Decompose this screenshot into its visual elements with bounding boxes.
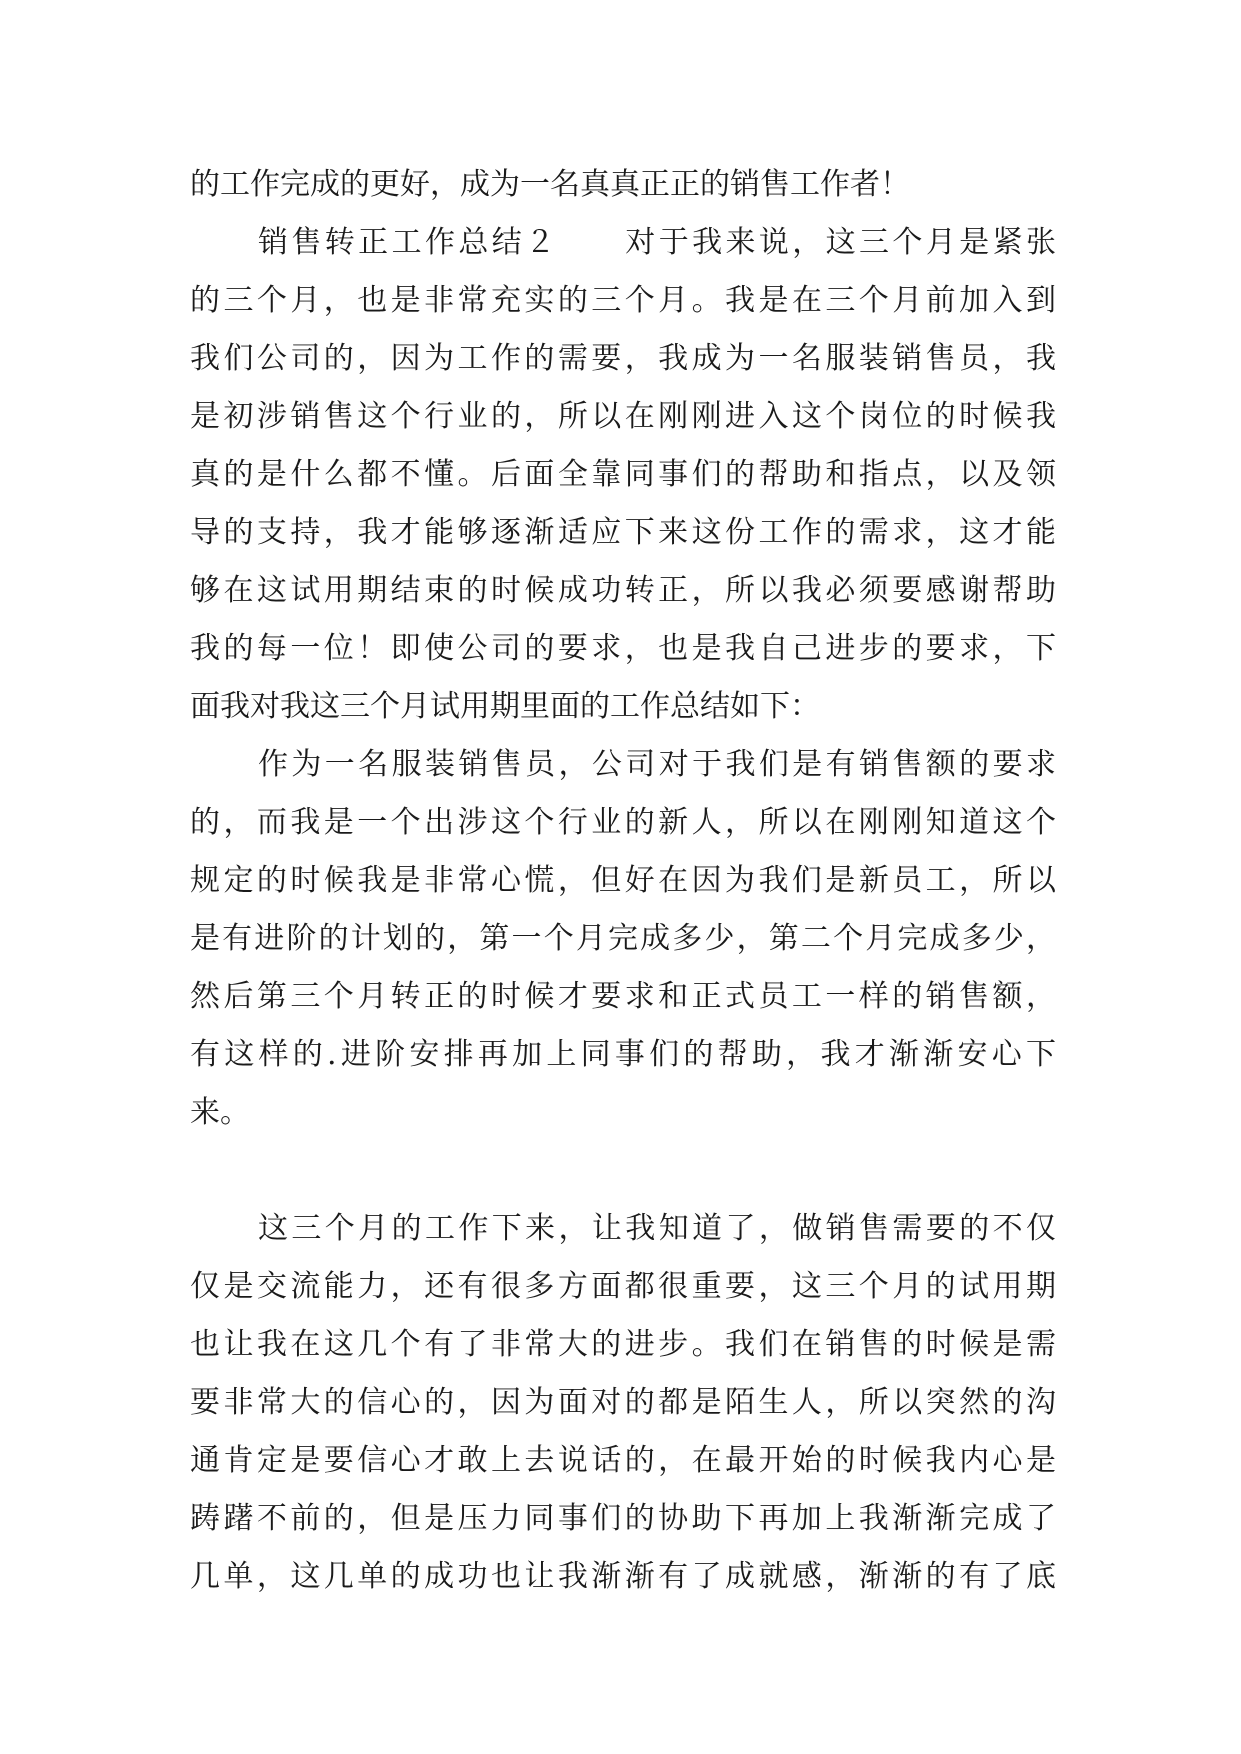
text-line: 来。 [190,1095,250,1130]
text-line: 踌躇不前的，但是压力同事们的协助下再加上我渐渐完成了 [190,1501,1056,1536]
text-line: 有这样的.进阶安排再加上同事们的帮助，我才渐渐安心下 [190,1037,1056,1072]
text-line: 是初涉销售这个行业的，所以在刚刚进入这个岗位的时候我 [190,399,1056,434]
document-body [190,156,1056,1606]
text-line: 通肯定是要信心才敢上去说话的，在最开始的时候我内心是 [190,1443,1056,1478]
text-line: 够在这试用期结束的时候成功转正，所以我必须要感谢帮助 [190,573,1056,608]
text-line: 导的支持，我才能够逐渐适应下来这份工作的需求，这才能 [190,515,1056,550]
text-line: 的三个月，也是非常充实的三个月。我是在三个月前加入到 [190,283,1056,318]
text-line: 也让我在这几个有了非常大的进步。我们在销售的时候是需 [190,1327,1056,1362]
text-line: 真的是什么都不懂。后面全靠同事们的帮助和指点，以及领 [190,457,1056,492]
text-line: 几单，这几单的成功也让我渐渐有了成就感，渐渐的有了底 [190,1559,1056,1594]
paragraph-start-line: 作为一名服装销售员，公司对于我们是有销售额的要求 [258,747,1056,782]
text-line: 的，而我是一个出涉这个行业的新人，所以在刚刚知道这个 [190,805,1056,840]
text-line: 要非常大的信心的，因为面对的都是陌生人，所以突然的沟 [190,1385,1056,1420]
text-line: 面我对我这三个月试用期里面的工作总结如下： [190,689,820,724]
text-line: 规定的时候我是非常心慌，但好在因为我们是新员工，所以 [190,863,1056,898]
text-line: 仅是交流能力，还有很多方面都很重要，这三个月的试用期 [190,1269,1056,1304]
paragraph-start-line: 这三个月的工作下来，让我知道了，做销售需要的不仅 [258,1211,1056,1246]
text-line: 然后第三个月转正的时候才要求和正式员工一样的销售额， [190,979,1056,1014]
text-line: 我的每一位！即使公司的要求，也是我自己进步的要求，下 [190,631,1056,666]
paragraph-gap [190,1142,1056,1200]
text-line: 的工作完成的更好，成为一名真真正正的销售工作者！ [190,167,910,202]
text-line: 是有进阶的计划的，第一个月完成多少，第二个月完成多少， [190,921,1056,956]
text-line: 我们公司的，因为工作的需要，我成为一名服装销售员，我 [190,341,1056,376]
section-heading-line: 销售转正工作总结２ 对于我来说，这三个月是紧张 [258,225,1056,260]
